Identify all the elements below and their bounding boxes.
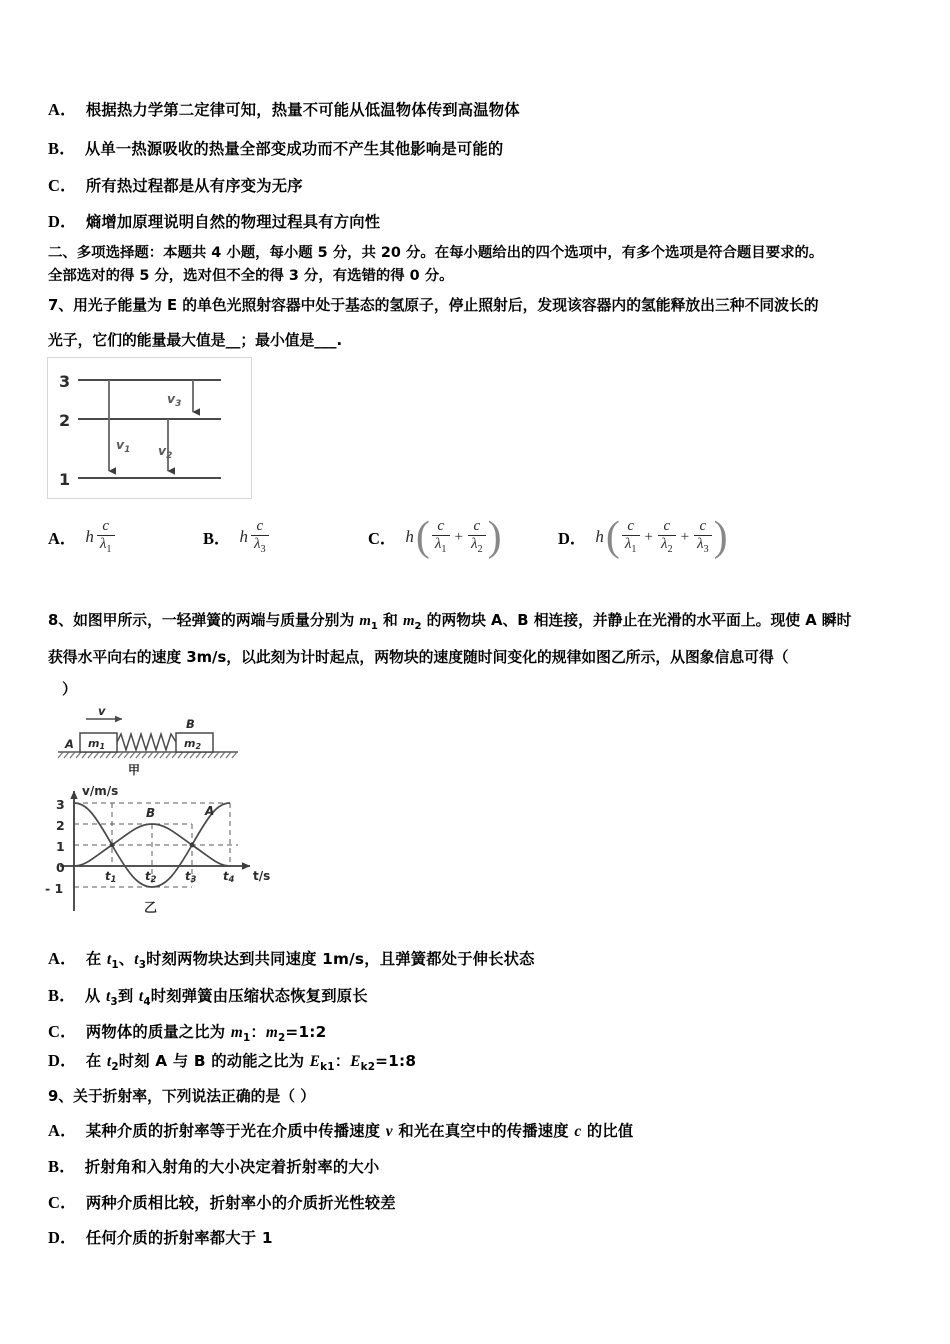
q8-option-b [48, 982, 368, 1008]
velocity-label: v [98, 706, 106, 718]
fraction-denominator: $\lambda_3$ [697, 536, 709, 556]
q9-option-b-text: 折射角和入射角的大小决定着折射率的大小 [84, 1158, 380, 1176]
spring-blocks-diagram [50, 706, 246, 778]
lambda-sub: 2 [477, 544, 483, 556]
q8-stem-line3: ） [62, 681, 77, 698]
q9-option-d-label: D． [48, 1228, 77, 1247]
fraction-numerator: c [473, 518, 481, 534]
fraction-denominator: $\lambda_1$ [624, 536, 637, 556]
block-a-mass-label: m1 [88, 737, 106, 751]
q7-stem-line1: 7、用光子能量为 E 的单色光照射容器中处于基态的氢原子，停止照射后，发现该容器内的氢能释放出三种不同波长的 [48, 297, 819, 314]
q7-option-c-label: C． [368, 529, 397, 549]
x-tick-t4: t4 [223, 869, 235, 885]
q9-option-a-text: 某种介质的折射率等于光在介质中传播速度 v 和光在真空中的传播速度 c 的比值 [85, 1122, 634, 1140]
ground-hatching [58, 752, 237, 758]
q8-option-a-text: 在 $t_1$、$t_3$时刻两物块达到共同速度 1m/s，且弹簧都处于伸长状态 [85, 950, 535, 972]
q9-option-a-label: A． [48, 1121, 77, 1140]
q7-option-b-label: B． [203, 529, 231, 549]
q6-option-c-text: 所有热过程都是从有序变为无序 [85, 177, 303, 195]
fraction-numerator: c [627, 518, 635, 534]
series-a-label: A [205, 804, 215, 818]
q8-option-c-text: 两物体的质量之比为 $m_1$：$m_2=1:2$ [85, 1023, 327, 1045]
plus-sign: + [454, 528, 463, 545]
fraction-numerator: c [663, 518, 671, 534]
q8-m1: m [359, 613, 371, 629]
q7-option-a-formula [85, 519, 114, 556]
fraction [251, 519, 269, 556]
q8-m2: m [403, 613, 415, 629]
lambda-sub: 1 [441, 544, 447, 556]
energy-level-label-2: 2 [59, 411, 71, 430]
x-axis-title: t/s [253, 869, 271, 883]
q8-option-a [48, 945, 535, 971]
q6-option-c-label: C． [48, 176, 77, 195]
section-heading-line2: 全部选对的得 5 分，选对但不全的得 3 分，有选错的得 0 分。 [48, 268, 454, 284]
fraction [694, 519, 712, 556]
lambda-sub: 1 [631, 544, 637, 556]
q7-option-c-formula [405, 513, 502, 560]
q9-option-c-label: C． [48, 1193, 77, 1212]
plus-sign: + [644, 528, 653, 545]
fraction-denominator: $\lambda_2$ [470, 536, 483, 556]
y-tick-2: 2 [56, 818, 65, 833]
q9-option-d [48, 1224, 273, 1248]
q8-option-d-label: D． [48, 1051, 77, 1070]
coef-h: h [405, 527, 414, 547]
q8-stem-part-b: 和 [377, 612, 404, 629]
section-heading-line1: 二、多项选择题：本题共 4 小题，每小题 5 分，共 20 分。在每小题给出的四个选项中，有多个选项是符合题目要求的。 [48, 245, 824, 261]
q8-option-b-label: B． [48, 986, 76, 1005]
q6-option-d [48, 208, 380, 232]
transition-label-nu2: $v_2$ [158, 443, 173, 461]
q8-stem-part-c: 的两物块 A、B 相连接，并静止在光滑的水平面上。现使 A 瞬时 [421, 612, 852, 629]
q8-option-b-text: 从 $t_3$到 $t_4$时刻弹簧由压缩状态恢复到原长 [84, 987, 368, 1009]
q7-option-b-formula [240, 519, 269, 556]
lambda-sub: 3 [260, 544, 266, 556]
q6-option-a [48, 96, 520, 120]
plus-sign: + [680, 528, 690, 545]
paren-close: ) [487, 513, 502, 560]
q6-option-b-text: 从单一热源吸收的热量全部变成功而不产生其他影响是可能的 [84, 140, 504, 158]
block-b-mass-label: m2 [184, 737, 202, 751]
crossing-point-t3 [190, 843, 195, 848]
fraction-denominator: $\lambda_1$ [434, 536, 447, 556]
label-a: A [65, 737, 74, 751]
figure-caption-jia: 甲 [128, 763, 141, 777]
q8-option-c [48, 1018, 326, 1044]
fraction [432, 519, 450, 556]
energy-level-label-1: 1 [59, 470, 71, 489]
coef-h: h [595, 527, 604, 547]
q7-option-a [48, 519, 115, 556]
fraction-numerator: c [256, 518, 264, 534]
lambda-sub: 1 [106, 544, 112, 556]
paren-close: ) [713, 513, 728, 560]
y-tick-3: 3 [56, 797, 65, 812]
q9-stem: 9、关于折射率，下列说法正确的是（ ） [48, 1088, 315, 1105]
coef-h: h [239, 527, 249, 547]
spring-coil [117, 734, 176, 750]
velocity-time-chart [42, 783, 274, 923]
q6-option-a-text: 根据热力学第二定律可知，热量不可能从低温物体传到高温物体 [85, 101, 520, 119]
coef-h: h [85, 527, 94, 547]
q8-stem-part-a: 8、如图甲所示，一轻弹簧的两端与质量分别为 [48, 612, 360, 629]
series-b-label: B [146, 806, 156, 820]
q9-option-b-label: B． [48, 1157, 76, 1176]
q8-option-c-label: C． [48, 1022, 77, 1041]
q8-stem-line1 [48, 609, 851, 632]
x-tick-t3: t3 [185, 869, 197, 885]
energy-level-label-3: 3 [59, 372, 71, 391]
y-tick-0: 0 [56, 860, 65, 875]
q6-option-c [48, 172, 303, 196]
paren-open: ( [605, 513, 620, 560]
energy-level-svg [48, 358, 251, 498]
figure-caption-yi: 乙 [144, 901, 158, 916]
spring-blocks-svg [50, 706, 246, 778]
fraction-denominator: $\lambda_1$ [99, 536, 112, 556]
fraction [468, 519, 486, 556]
q6-option-b [48, 135, 503, 159]
q7-option-d-label: D． [558, 529, 587, 549]
q9-option-c [48, 1189, 396, 1213]
q8-stem-line2: 获得水平向右的速度 3m/s，以此刻为计时起点，两物块的速度随时间变化的规律如图乙所示，从图象信息可得（ [48, 649, 789, 666]
y-axis-title: v/m/s [82, 784, 119, 798]
q6-option-d-text: 熵增加原理说明自然的物理过程具有方向性 [85, 213, 381, 231]
fraction-denominator: $\lambda_2$ [660, 536, 673, 556]
q7-stem-line2: 光子，它们的能量最大值是__；最小值是___. [48, 332, 343, 349]
q7-option-a-label: A． [48, 529, 77, 549]
crossing-point-t1 [110, 843, 115, 848]
x-tick-t1: t1 [105, 869, 117, 885]
q9-option-b [48, 1153, 379, 1177]
fraction-denominator: $\lambda_3$ [254, 536, 266, 556]
q8-option-a-label: A． [48, 949, 77, 968]
transition-label-nu1: $v_1$ [116, 437, 131, 455]
fraction [658, 519, 676, 556]
lambda-sub: 3 [703, 544, 709, 556]
energy-level-diagram [47, 357, 252, 499]
q8-option-d [48, 1047, 416, 1073]
velocity-time-svg [42, 783, 274, 923]
y-tick-1: 1 [56, 839, 65, 854]
q7-option-b [203, 519, 269, 556]
y-tick-minus1: - 1 [45, 881, 64, 896]
q9-option-a [48, 1117, 633, 1141]
q9-option-d-text: 任何介质的折射率都大于 1 [85, 1229, 273, 1247]
fraction-numerator: c [437, 518, 445, 534]
q7-option-d [558, 513, 728, 560]
q8-m2-sub: 2 [414, 620, 422, 632]
label-b: B [186, 717, 195, 731]
fraction-numerator: c [699, 518, 707, 534]
paren-open: ( [415, 513, 430, 560]
q7-option-d-formula [595, 513, 728, 560]
q6-option-a-label: A． [48, 100, 77, 119]
q9-option-c-text: 两种介质相比较，折射率小的介质折光性较差 [85, 1194, 396, 1212]
lambda-sub: 2 [667, 544, 673, 556]
fraction [622, 519, 640, 556]
transition-label-nu3: $v_3$ [167, 391, 182, 409]
fraction-numerator: c [102, 518, 110, 534]
q6-option-b-label: B． [48, 139, 76, 158]
x-tick-t2: t2 [145, 869, 157, 885]
q7-option-c [368, 513, 502, 560]
fraction [97, 519, 115, 556]
q8-option-d-text: 在 $t_2$时刻 A 与 B 的动能之比为 $E_{k1}$：$E_{k2}=1:8$ [85, 1052, 417, 1074]
q8-m1-sub: 1 [370, 620, 378, 632]
q6-option-d-label: D． [48, 212, 77, 231]
q7-options-row [48, 513, 928, 581]
